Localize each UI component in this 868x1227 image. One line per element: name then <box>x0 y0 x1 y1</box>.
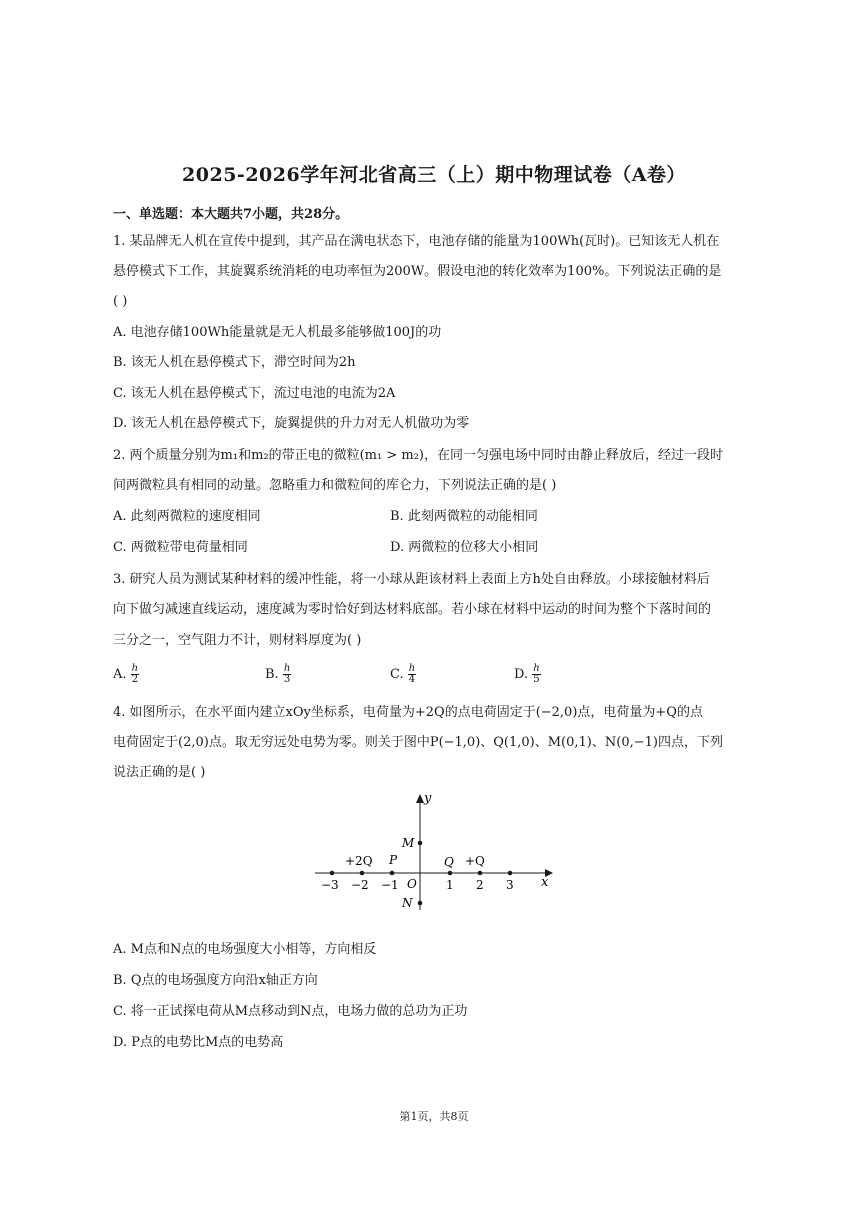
point-n-label: N <box>402 896 413 910</box>
q1-option-a: A. 电池存储100Wh能量就是无人机最多能够做100J的功 <box>113 325 442 340</box>
tick-dot-neg2 <box>360 871 365 876</box>
q4-option-d: D. P点的电势比M点的电势高 <box>113 1035 284 1050</box>
page-footer: 第1页，共8页 <box>399 1110 469 1123</box>
q3-option-c <box>390 664 416 685</box>
fraction-num: h <box>283 663 291 674</box>
y-axis-arrow <box>416 794 424 803</box>
q2-line-1: 2. 两个质量分别为m₁和m₂的带正电的微粒(m₁ > m₂)，在同一匀强电场中同时由静止释放后，经过一段时 <box>113 448 723 463</box>
x-axis-label: x <box>541 875 549 890</box>
fraction-num: h <box>408 663 416 674</box>
q3-option-d-label: D. <box>514 667 529 682</box>
q4-option-b: B. Q点的电场强度方向沿x轴正方向 <box>113 973 318 988</box>
q3-line-2: 向下做匀减速直线运动，速度减为零时恰好到达材料底部。若小球在材料中运动的时间为整个下落时间的 <box>113 602 712 617</box>
point-q-label: Q <box>444 855 454 869</box>
q2-line-2: 间两微粒具有相同的动量。忽略重力和微粒间的库仑力，下列说法正确的是( ) <box>113 478 557 493</box>
fraction-h-over-4 <box>408 664 416 685</box>
tick-label-neg2: −2 <box>351 878 369 892</box>
q1-option-c: C. 该无人机在悬停模式下，流过电池的电流为2A <box>113 386 396 401</box>
q1-option-b: B. 该无人机在悬停模式下，滞空时间为2h <box>113 355 356 370</box>
q3-option-d <box>514 664 541 685</box>
point-p-label: P <box>389 853 398 867</box>
fraction-num: h <box>533 663 540 674</box>
q1-line-3: ( ) <box>113 294 128 309</box>
q3-line-1: 3. 研究人员为测试某种材料的缓冲性能，将一小球从距该材料上表面上方h处自由释放。小球接触材料后 <box>113 572 710 587</box>
q1-line-1: 1. 某品牌无人机在宣传中提到，其产品在满电状态下，电池存储的能量为100Wh(瓦时)。已知该无人机在 <box>113 234 720 249</box>
exam-title: 2025-2026学年河北省高三（上）期中物理试卷（A卷） <box>182 164 686 186</box>
coordinate-figure <box>300 785 560 915</box>
fraction-den: 2 <box>131 674 139 685</box>
tick-dot-neg3 <box>330 871 335 876</box>
q4-line-1: 4. 如图所示，在水平面内建立xOy坐标系，电荷量为+2Q的点电荷固定于(−2,0)点，电荷量为+Q的点 <box>113 705 703 720</box>
q3-option-a-label: A. <box>113 667 127 682</box>
q4-option-c: C. 将一正试探电荷从M点移动到N点，电场力做的总功为正功 <box>113 1004 468 1019</box>
q1-line-2: 悬停模式下工作，其旋翼系统消耗的电功率恒为200W。假设电池的转化效率为100%。下列说法正确的是 <box>113 264 722 279</box>
q1-option-d: D. 该无人机在悬停模式下，旋翼提供的升力对无人机做功为零 <box>113 416 470 431</box>
tick-dot-1 <box>448 871 453 876</box>
tick-dot-neg1 <box>390 871 395 876</box>
point-m-dot <box>418 841 423 846</box>
tick-label-3: 3 <box>506 878 514 892</box>
q4-option-a: A. M点和N点的电场强度大小相等，方向相反 <box>113 942 377 957</box>
fraction-den: 3 <box>283 674 291 685</box>
q4-line-3: 说法正确的是( ) <box>113 765 206 780</box>
fraction-den: 5 <box>533 674 540 685</box>
q2-option-d: D. 两微粒的位移大小相同 <box>390 540 539 555</box>
tick-label-neg1: −1 <box>381 878 399 892</box>
tick-dot-3 <box>508 871 513 876</box>
point-n-dot <box>418 901 423 906</box>
tick-dot-2 <box>478 871 483 876</box>
charge-right-label: +Q <box>465 854 485 868</box>
q2-option-c: C. 两微粒带电荷量相同 <box>113 540 248 555</box>
section-heading: 一、单选题：本大题共7小题，共28分。 <box>113 207 349 222</box>
fraction-h-over-3 <box>283 664 291 685</box>
q4-line-2: 电荷固定于(2,0)点。取无穷远处电势为零。则关于图中P(−1,0)、Q(1,0)、M(0,1)、N(0,−1)四点，下列 <box>113 735 723 750</box>
y-axis-label: y <box>424 791 432 806</box>
q3-option-c-label: C. <box>390 667 404 682</box>
tick-label-2: 2 <box>476 878 484 892</box>
tick-label-neg3: −3 <box>321 878 339 892</box>
point-m-label: M <box>402 836 415 850</box>
fraction-den: 4 <box>408 674 416 685</box>
origin-label: O <box>407 877 417 891</box>
q3-option-a <box>113 664 139 685</box>
q2-option-b: B. 此刻两微粒的动能相同 <box>390 509 538 524</box>
q2-option-a: A. 此刻两微粒的速度相同 <box>113 509 261 524</box>
fraction-num: h <box>131 663 139 674</box>
q3-option-b-label: B. <box>265 667 279 682</box>
fraction-h-over-5 <box>532 664 540 685</box>
q3-line-3: 三分之一，空气阻力不计，则材料厚度为( ) <box>113 633 362 648</box>
fraction-h-over-2 <box>131 664 139 685</box>
charge-left-label: +2Q <box>345 854 373 868</box>
tick-label-1: 1 <box>446 878 454 892</box>
q3-option-b <box>265 664 291 685</box>
